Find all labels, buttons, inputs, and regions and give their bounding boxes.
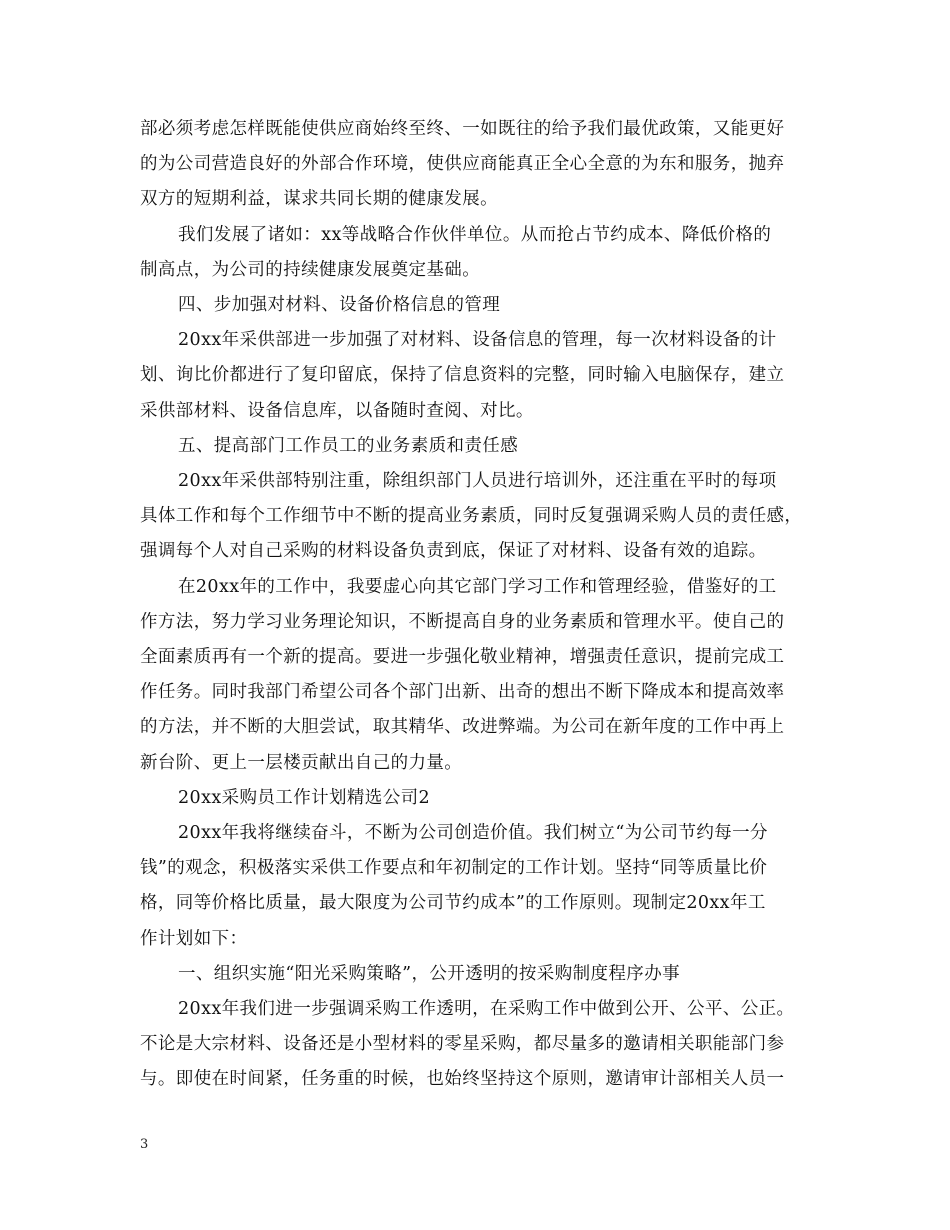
text-line: 格，同等价格比质量，最大限度为公司节约成本”的工作原则。现制定20xx年工	[140, 893, 766, 914]
paragraph-start-line: 20xx年采供部进一步加强了对材料、设备信息的管理，每一次材料设备的计	[178, 330, 777, 351]
section-heading: 四、步加强对材料、设备价格信息的管理	[178, 295, 501, 316]
text-line: 作计划如下：	[140, 928, 248, 949]
text-line: 划、询比价都进行了复印留底，保持了信息资料的完整，同时输入电脑保存，建立	[140, 365, 785, 386]
text-line: 强调每个人对自己采购的材料设备负责到底，保证了对材料、设备有效的追踪。	[140, 541, 767, 562]
paragraph-start-line: 在20xx年的工作中，我要虚心向其它部门学习工作和管理经验，借鉴好的工	[178, 576, 777, 597]
section-heading: 20xx采购员工作计划精选公司2	[178, 787, 431, 808]
text-line: 与。即使在时间紧，任务重的时候，也始终坚持这个原则，邀请审计部相关人员一	[140, 1069, 785, 1090]
text-line: 采供部材料、设备信息库，以备随时查阅、对比。	[140, 400, 534, 421]
text-line: 钱”的观念，积极落实采供工作要点和年初制定的工作计划。坚持“同等质量比价	[140, 858, 768, 879]
text-line: 全面素质再有一个新的提高。要进一步强化敬业精神，增强责任意识，提前完成工	[140, 647, 785, 668]
text-line: 双方的短期利益，谋求共同长期的健康发展。	[140, 189, 498, 210]
page-number: 3	[140, 1137, 149, 1152]
section-heading: 五、提高部门工作员工的业务素质和责任感	[178, 435, 519, 456]
section-heading: 一、组织实施“阳光采购策略”，公开透明的按采购制度程序办事	[178, 963, 680, 984]
text-line: 的为公司营造良好的外部合作环境，使供应商能真正全心全意的为东和服务，抛弃	[140, 154, 785, 175]
paragraph-start-line: 20xx年我将继续奋斗，不断为公司创造价值。我们树立“为公司节约每一分	[178, 823, 768, 844]
text-line: 部必须考虑怎样既能使供应商始终至终、一如既往的给予我们最优政策，又能更好	[140, 119, 785, 139]
text-line: 作任务。同时我部门希望公司各个部门出新、出奇的想出不断下降成本和提高效率	[140, 682, 785, 703]
text-line: 的方法，并不断的大胆尝试，取其精华、改进弊端。为公司在新年度的工作中再上	[140, 717, 785, 738]
text-line: 作方法，努力学习业务理论知识，不断提高自身的业务素质和管理水平。使自己的	[140, 611, 785, 632]
text-line: 制高点，为公司的持续健康发展奠定基础。	[140, 259, 481, 280]
paragraph-start-line: 20xx年采供部特别注重，除组织部门人员进行培训外，还注重在平时的每项	[178, 471, 777, 492]
text-line: 新台阶、更上一层楼贡献出自己的力量。	[140, 752, 463, 773]
document-body	[140, 112, 815, 1098]
paragraph-start-line: 我们发展了诸如：xx等战略合作伙伴单位。从而抢占节约成本、降低价格的	[178, 224, 772, 245]
text-line: 具体工作和每个工作细节中不断的提高业务素质，同时反复强调采购人员的责任感，	[140, 506, 803, 527]
paragraph-start-line: 20xx年我们进一步强调采购工作透明，在采购工作中做到公开、公平、公正。	[178, 999, 795, 1020]
text-line: 不论是大宗材料、设备还是小型材料的零星采购，都尽量多的邀请相关职能部门参	[140, 1034, 785, 1055]
